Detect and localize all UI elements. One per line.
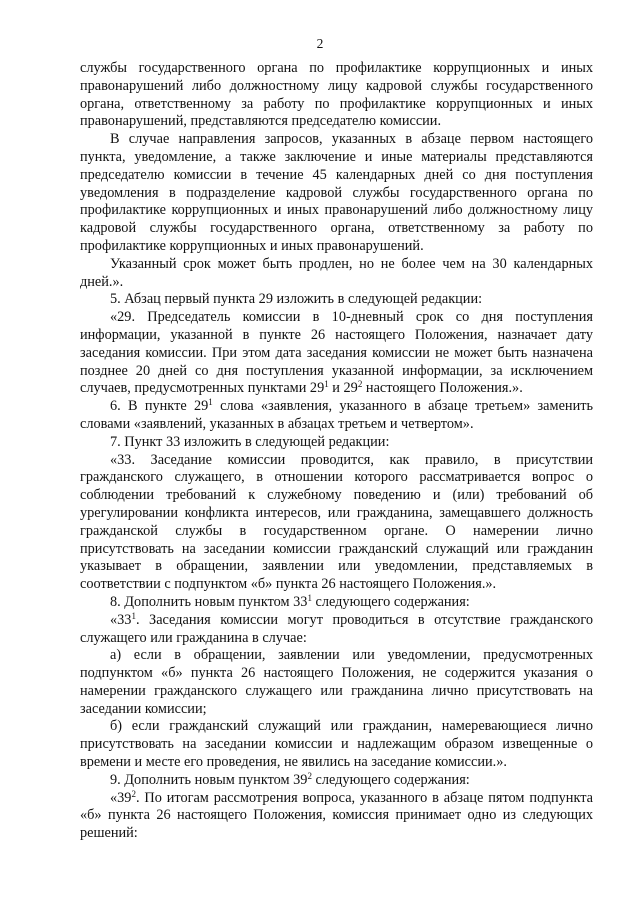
paragraph-item-8 bbox=[80, 594, 593, 612]
paragraph-item-7: 7. Пункт 33 изложить в следующей редакции: bbox=[110, 433, 390, 450]
text-segment: следующего содержания: bbox=[311, 593, 470, 610]
superscript: 1 bbox=[307, 592, 312, 603]
text-segment: «39 bbox=[110, 789, 132, 806]
superscript: 2 bbox=[357, 379, 363, 390]
superscript: 2 bbox=[307, 770, 312, 781]
paragraph-item-9 bbox=[80, 772, 593, 790]
paragraph-continuation: службы государственного органа по профилактике коррупционных и иных правонарушений либо должностному лицу кадровой службы государственного органа, ответственному за работу по профилактике коррупционных и иных правонарушений, представляются председателю комиссии. bbox=[80, 60, 593, 130]
superscript: 1 bbox=[324, 379, 329, 390]
superscript: 1 bbox=[208, 397, 213, 408]
text-segment: «29. Председатель комиссии в 10-дневный срок со дня поступления информации, указанной в пункте 26 настоящего Положения, назначает дату заседания комиссии. При этом дата заседания комиссии не может быть назначена позднее 20 дней со дня поступления указанной информации, за исключением случаев, предусмотренных пунктами 29 bbox=[80, 309, 593, 397]
paragraph-item-6 bbox=[80, 398, 593, 434]
text-segment: настоящего Положения.». bbox=[362, 380, 523, 397]
paragraph-item-5: 5. Абзац первый пункта 29 изложить в следующей редакции: bbox=[110, 291, 483, 308]
paragraph-subitem-a: а) если в обращении, заявлении или уведомлении, предусмотренных подпунктом «б» пункта 26 настоящего Положения, не содержится указания о намерении гражданского служащего или гражданина лично присутствовать на заседании комиссии; bbox=[80, 647, 593, 717]
text-segment: «33 bbox=[110, 611, 132, 628]
paragraph-point-33: «33. Заседание комиссии проводится, как правило, в присутствии гражданского служащего, в отношении которого рассматривается вопрос о соблюдении требований к служебному поведению и (или) требований об урегулировании конфликта интересов, или гражданина, замещавшего должность гражданской службы в государственном органе. О намерении лично присутствовать на заседании комиссии гражданский служащий или гражданин указывает в обращении, заявлении или уведомлении, представляемых в соответствии с подпунктом «б» пункта 26 настоящего Положения.». bbox=[80, 451, 593, 593]
paragraph-requests: В случае направления запросов, указанных в абзаце первом настоящего пункта, уведомление, а также заключение и иные материалы представляются председателю комиссии в течение 45 календарных дней со дня поступления уведомления в подразделение кадровой службы государственного органа по профилактике коррупционных и иных правонарушений либо должностному лицу кадровой службы государственного органа, ответственному за работу по профилактике коррупционных и иных правонарушений. bbox=[80, 131, 593, 254]
paragraph-term-extension: Указанный срок может быть продлен, но не более чем на 30 календарных дней.». bbox=[80, 255, 593, 290]
text-segment: и 29 bbox=[328, 380, 358, 397]
paragraph-point-33-1 bbox=[80, 612, 593, 648]
superscript: 1 bbox=[131, 610, 136, 621]
text-segment: следующего содержания: bbox=[311, 771, 470, 788]
text-segment: 6. В пункте 29 bbox=[110, 398, 209, 415]
document-body bbox=[80, 60, 593, 843]
text-segment: слова «заявления, указанного в абзаце третьем» заменить словами «заявлений, указанных в абзацах третьем и четвертом». bbox=[80, 398, 593, 432]
text-segment: 8. Дополнить новым пунктом 33 bbox=[110, 593, 308, 610]
paragraph-point-39-2 bbox=[80, 790, 593, 843]
text-segment: . Заседания комиссии могут проводиться в отсутствие гражданского служащего или гражданина в случае: bbox=[80, 611, 593, 646]
superscript: 2 bbox=[131, 788, 136, 799]
text-segment: 9. Дополнить новым пунктом 39 bbox=[110, 771, 308, 788]
paragraph-point-29 bbox=[80, 309, 593, 398]
text-segment: . По итогам рассмотрения вопроса, указанного в абзаце пятом подпункта «б» пункта 26 настоящего Положения, комиссия принимает одно из следующих решений: bbox=[80, 789, 593, 842]
paragraph-subitem-b: б) если гражданский служащий или гражданин, намеревающиеся лично присутствовать на заседании комиссии и надлежащим образом извещенные о времени и месте его проведения, не явились на заседание комиссии.». bbox=[80, 718, 593, 771]
page-number: 2 bbox=[316, 36, 324, 51]
